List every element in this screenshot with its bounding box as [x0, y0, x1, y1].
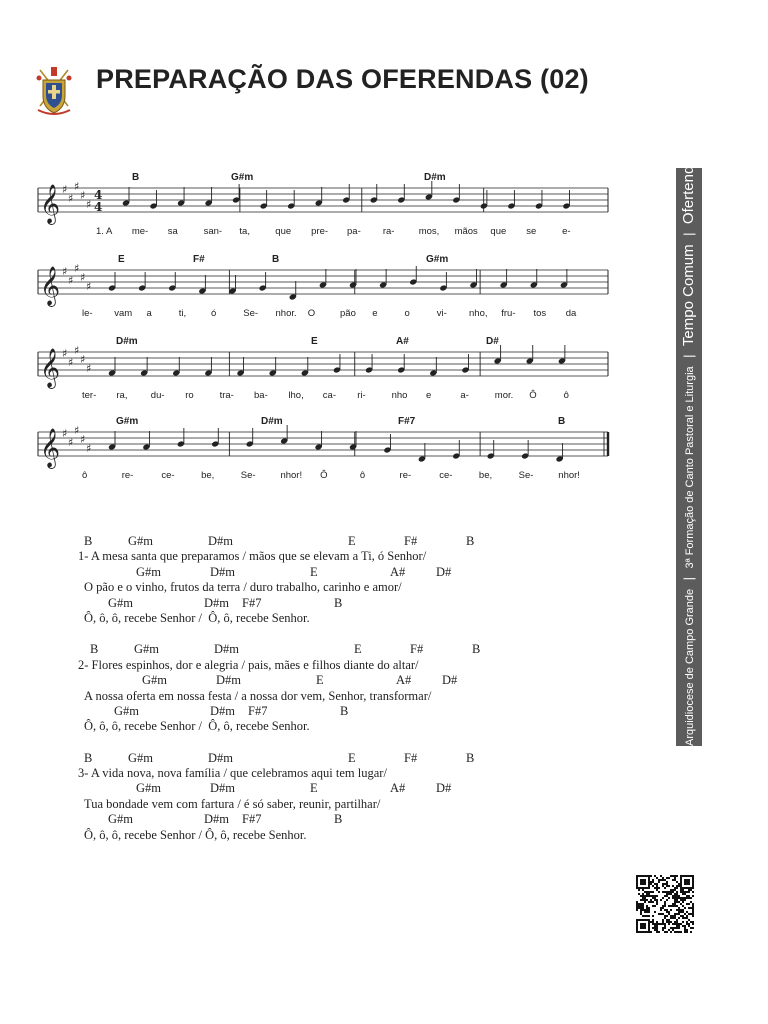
- sharp-icon: ♯: [62, 427, 68, 440]
- lyric-text: Tua bondade vem com fartura / é só saber, reunir, partilhar/: [84, 796, 381, 811]
- sharp-icon: ♯: [80, 271, 86, 284]
- score-lyric-syllable: ce-: [439, 470, 453, 481]
- score-lyric-syllable: be,: [478, 470, 493, 481]
- score-lyric-syllable: ce-: [161, 470, 175, 481]
- lyric-text: 1- A mesa santa que preparamos / mãos que se elevam a Ti, ó Senhor/: [78, 549, 427, 564]
- chord-line: [78, 812, 518, 827]
- score-lyric-syllable: ó: [211, 308, 217, 319]
- chord-label: G#m: [142, 673, 167, 688]
- chord-label: G#m: [108, 595, 133, 610]
- lyric-line: [78, 689, 518, 704]
- score-lyric-syllable: ti,: [178, 308, 187, 319]
- chord-label: E: [316, 673, 324, 688]
- chord-line: [78, 534, 518, 549]
- sharp-icon: ♯: [86, 362, 92, 375]
- chord-line: [78, 673, 518, 688]
- chord-label: D#m: [214, 642, 239, 657]
- lyric-line: [78, 797, 518, 812]
- archdiocese-crest-icon: [34, 66, 74, 118]
- chord-label: F#: [410, 642, 424, 657]
- score-lyric-syllable: ter-: [82, 390, 97, 401]
- treble-clef-icon: 𝄞: [40, 266, 61, 306]
- sharp-icon: ♯: [74, 262, 80, 275]
- chord-label: D#m: [204, 595, 229, 610]
- verse-1: [78, 534, 518, 626]
- score-lyric-syllable: nho,: [469, 308, 488, 319]
- score-chord-label: D#m: [424, 172, 446, 183]
- lyric-text: Ô, ô, ô, recebe Senhor / Ô, ô, recebe Senhor.: [84, 719, 310, 734]
- score-lyric-syllable: Se-: [243, 308, 259, 319]
- score-chord-label: D#: [486, 336, 499, 347]
- sharp-icon: ♯: [68, 436, 74, 449]
- score-lyric-syllable: a-: [460, 390, 469, 401]
- chord-label: A#: [396, 673, 412, 688]
- chord-label: G#m: [128, 750, 153, 765]
- chord-label: D#: [436, 781, 452, 796]
- archdiocese-label: Arquidiocese de Campo Grande: [684, 588, 696, 746]
- side-band: [676, 149, 702, 746]
- score-chord-label: F#: [193, 254, 205, 265]
- chord-label: G#m: [128, 534, 153, 548]
- score-lyric-syllable: e-: [562, 226, 571, 237]
- score-lyric-syllable: ra,: [116, 390, 128, 401]
- time-signature-top: 4: [94, 188, 103, 202]
- score-lyric-syllable: o: [404, 308, 410, 319]
- chord-label: F#7: [248, 703, 268, 718]
- chord-line: [78, 704, 518, 719]
- chord-lyrics: [78, 534, 518, 859]
- score-lyric-syllable: e: [426, 390, 432, 401]
- score-lyric-syllable: ta,: [239, 226, 250, 237]
- chord-label: B: [466, 534, 475, 548]
- sharp-icon: ♯: [80, 189, 86, 202]
- chord-line: [78, 642, 518, 657]
- chord-label: D#m: [208, 750, 233, 765]
- chord-label: B: [466, 750, 475, 765]
- score-lyric-syllable: tra-: [219, 390, 234, 401]
- score-lyric-syllable: re-: [121, 470, 134, 481]
- score-chord-label: G#m: [116, 416, 139, 427]
- chord-label: E: [310, 781, 318, 796]
- chord-line: [78, 596, 518, 611]
- chord-label: B: [340, 703, 349, 718]
- score-lyric-syllable: Ô: [529, 390, 537, 401]
- lyric-line: [78, 658, 518, 673]
- lyric-text: 3- A vida nova, nova família / que celebramos aqui tem lugar/: [78, 766, 387, 781]
- chord-label: B: [334, 595, 343, 610]
- chord-label: E: [348, 750, 356, 765]
- score-lyric-syllable: pa-: [347, 226, 361, 237]
- score-lyric-syllable: ba-: [254, 390, 268, 401]
- chord-label: F#: [404, 750, 418, 765]
- chord-line: [78, 565, 518, 580]
- score-lyric-syllable: Se-: [518, 470, 534, 481]
- chord-label: G#m: [136, 781, 161, 796]
- section-label: Ofertendas: [680, 149, 697, 225]
- sharp-icon: ♯: [80, 353, 86, 366]
- score-lyric-syllable: be,: [201, 470, 215, 481]
- sharp-icon: ♯: [62, 347, 68, 360]
- sharp-icon: ♯: [86, 442, 92, 455]
- chord-line: [78, 781, 518, 796]
- score-lyric-syllable: fru-: [501, 308, 516, 319]
- score-lyric-syllable: tos: [533, 308, 547, 319]
- chord-label: D#m: [210, 564, 235, 579]
- score-lyric-syllable: Ô: [320, 470, 328, 481]
- score-lyric-syllable: da: [565, 308, 577, 319]
- score-lyric-syllable: se: [526, 226, 537, 237]
- chord-label: D#m: [210, 781, 235, 796]
- score-chord-label: B: [132, 172, 140, 183]
- score-lyric-syllable: que: [490, 226, 507, 237]
- chord-label: B: [472, 642, 481, 657]
- sharp-icon: ♯: [74, 180, 80, 193]
- chord-label: B: [84, 534, 93, 548]
- lyric-line: [78, 580, 518, 595]
- chord-label: A#: [390, 781, 406, 796]
- chord-label: B: [90, 642, 99, 657]
- score-lyric-syllable: ra-: [382, 226, 395, 237]
- score-lyric-syllable: ro: [185, 390, 194, 401]
- score-lyric-syllable: ô: [359, 470, 366, 481]
- chord-label: G#m: [136, 564, 161, 579]
- lyric-text: Ô, ô, ô, recebe Senhor / Ô, ô, recebe Senhor.: [84, 827, 307, 842]
- chord-label: D#: [442, 673, 458, 688]
- season-label: Tempo Comum: [680, 244, 697, 347]
- sharp-icon: ♯: [68, 192, 74, 205]
- chord-label: D#m: [216, 673, 241, 688]
- sharp-icon: ♯: [68, 274, 74, 287]
- chord-label: G#m: [114, 703, 139, 718]
- score-lyric-syllable: mor.: [494, 390, 514, 401]
- score-lyric-syllable: vi-: [436, 308, 447, 319]
- time-signature-bottom: 4: [94, 200, 103, 214]
- score-lyric-syllable: que: [275, 226, 292, 237]
- music-score: [36, 170, 616, 500]
- score-chord-label: B: [272, 254, 280, 265]
- score-lyric-syllable: nhor.: [275, 308, 297, 319]
- score-lyric-syllable: ca-: [322, 390, 337, 401]
- treble-clef-icon: 𝄞: [40, 348, 61, 388]
- chord-label: D#m: [208, 534, 233, 548]
- chord-label: E: [354, 642, 362, 657]
- chord-label: B: [334, 812, 343, 827]
- score-chord-label: D#m: [261, 416, 283, 427]
- score-lyric-syllable: lho,: [288, 390, 304, 401]
- chord-label: D#m: [204, 812, 229, 827]
- score-lyric-syllable: re-: [399, 470, 412, 481]
- score-lyric-syllable: nho: [391, 390, 408, 401]
- sharp-icon: ♯: [80, 433, 86, 446]
- lyric-line: [78, 611, 518, 626]
- lyric-text: Ô, ô, ô, recebe Senhor / Ô, ô, recebe Senhor.: [84, 610, 310, 625]
- score-lyric-syllable: mãos: [454, 226, 478, 237]
- score-chord-label: E: [311, 336, 318, 347]
- chord-label: E: [310, 564, 318, 579]
- score-lyric-syllable: san-: [203, 226, 223, 237]
- sharp-icon: ♯: [86, 280, 92, 293]
- chord-label: G#m: [134, 642, 159, 657]
- score-lyric-syllable: ô: [82, 470, 88, 481]
- chord-label: F#7: [242, 595, 262, 610]
- sharp-icon: ♯: [74, 344, 80, 357]
- lyric-text: 2- Flores espinhos, dor e alegria / pais, mães e filhos diante do altar/: [78, 657, 419, 672]
- score-chord-label: G#m: [231, 172, 254, 183]
- score-lyric-syllable: pre-: [311, 226, 329, 237]
- score-chord-label: D#m: [116, 336, 138, 347]
- chord-label: D#: [436, 564, 452, 579]
- course-label: 3ª Formação de Canto Pastoral e Liturgia: [684, 366, 696, 569]
- chord-line: [78, 751, 518, 766]
- qr-code-icon[interactable]: [636, 875, 694, 933]
- score-chord-label: G#m: [426, 254, 449, 265]
- score-chord-label: E: [118, 254, 125, 265]
- score-svg: [36, 170, 616, 500]
- score-chord-label: F#7: [398, 416, 416, 427]
- score-lyric-syllable: mos,: [418, 226, 440, 237]
- lyric-line: [78, 766, 518, 781]
- chord-label: F#: [404, 534, 418, 548]
- sharp-icon: ♯: [68, 356, 74, 369]
- score-lyric-syllable: ô: [563, 390, 569, 401]
- score-lyric-syllable: a: [146, 308, 152, 319]
- sharp-icon: ♯: [62, 183, 68, 196]
- score-lyric-syllable: ri-: [357, 390, 366, 401]
- chord-label: A#: [390, 564, 406, 579]
- side-band-text: Arquidiocese de Campo Grande | 3ª Formação de Canto Pastoral e Liturgia | Tempo Comum | Ofertendas: [680, 149, 697, 746]
- score-lyric-syllable: le-: [82, 308, 93, 319]
- score-lyric-syllable: sa: [167, 226, 178, 237]
- verse-2: [78, 642, 518, 734]
- chord-label: G#m: [108, 812, 133, 827]
- score-lyric-syllable: 1. A: [96, 226, 113, 237]
- lyric-line: [78, 549, 518, 564]
- sharp-icon: ♯: [74, 424, 80, 437]
- score-lyric-syllable: pão: [340, 308, 356, 319]
- score-lyric-syllable: nhor!: [558, 470, 580, 481]
- lyric-text: O pão e o vinho, frutos da terra / duro trabalho, carinho e amor/: [84, 580, 402, 595]
- score-lyric-syllable: O: [307, 308, 316, 319]
- score-lyric-syllable: du-: [150, 390, 165, 401]
- lyric-line: [78, 828, 518, 843]
- score-lyric-syllable: vam: [114, 308, 133, 319]
- chord-label: D#m: [210, 703, 235, 718]
- treble-clef-icon: 𝄞: [40, 428, 61, 468]
- chord-label: F#7: [242, 812, 262, 827]
- sharp-icon: ♯: [86, 198, 92, 211]
- chord-label: E: [348, 534, 356, 548]
- score-lyric-syllable: nhor!: [280, 470, 303, 481]
- score-chord-label: B: [558, 416, 566, 427]
- page-title: PREPARAÇÃO DAS OFERENDAS (02): [96, 64, 589, 94]
- score-lyric-syllable: me-: [131, 226, 149, 237]
- chord-label: B: [84, 750, 93, 765]
- lyric-text: A nossa oferta em nossa festa / a nossa dor vem, Senhor, transformar/: [84, 688, 432, 703]
- verse-3: [78, 751, 518, 843]
- sharp-icon: ♯: [62, 265, 68, 278]
- score-lyric-syllable: Se-: [240, 470, 256, 481]
- lyric-line: [78, 719, 518, 734]
- score-chord-label: A#: [396, 336, 409, 347]
- score-lyric-syllable: e: [372, 308, 378, 319]
- treble-clef-icon: 𝄞: [40, 184, 61, 224]
